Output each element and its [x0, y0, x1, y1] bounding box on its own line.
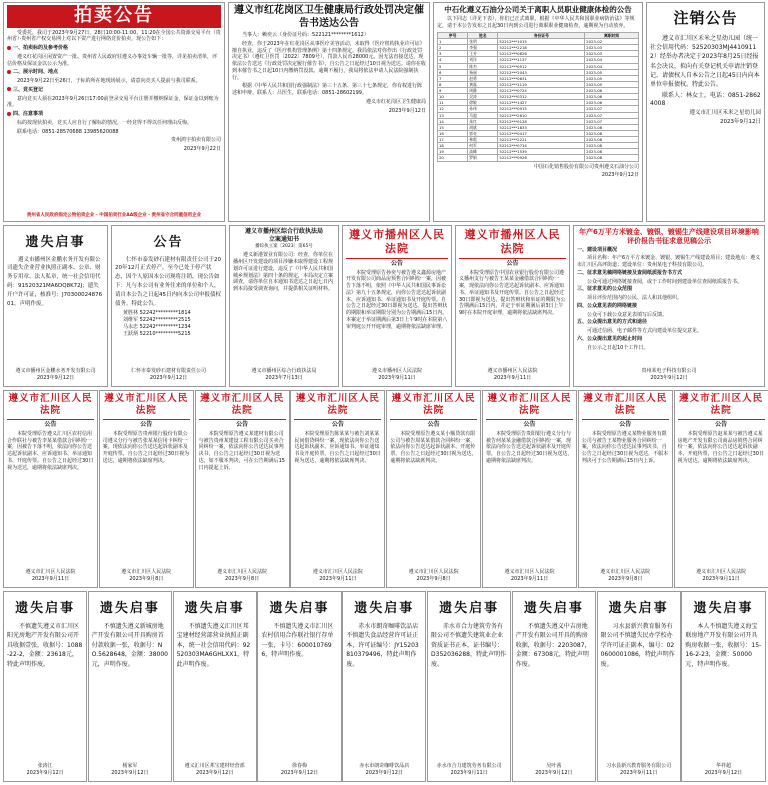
- table-cell: 10: [438, 94, 468, 100]
- table-header: 离职时间: [585, 32, 639, 38]
- table-header: 序号: [438, 32, 468, 38]
- cancel-contact: 联系人：林女士，电话：0851-28624008: [650, 91, 761, 107]
- table-cell: 52212***1137: [498, 57, 585, 63]
- env-section-text: 公众可下载公众意见表填写后反馈。: [587, 311, 668, 318]
- lost-body: 不慎遗失遵义中吉房地产开发有限公司开具的购房收据，收据号：2203087，金额：67308元，特此声明作废。: [515, 622, 591, 668]
- lost-org: 赤水市合力建筑劳务有限公司: [436, 763, 502, 769]
- court-org: 遵义市汇川区人民法院: [121, 569, 172, 575]
- auction-contact: 联系电话：0851-28570688 13985620088: [17, 128, 119, 135]
- auction-date: 2023年9月22日: [183, 146, 221, 152]
- contact-line: 刘维军 52242*********2515: [123, 317, 191, 324]
- court-bz2-org: 遵义市播州区人民法院: [487, 368, 538, 374]
- auction-section-text: 标的按现状拍卖，竞买人应自行了解标的情况，一经竞得不得以任何理由反悔。: [17, 119, 193, 126]
- lost-date: 2023年9月12日: [704, 770, 743, 776]
- auction-section-heading-text: 三、竞买登记: [13, 86, 44, 93]
- court-title: 公告: [523, 420, 536, 428]
- court-org: 遵义市汇川区人民法院: [504, 569, 555, 575]
- auction-section-text: 意向竞买人须在2023年9月26日17:00前登录交易平台注册并缴纳保证金，保证金以到账为准。: [7, 95, 219, 109]
- table-cell: 2023-06: [585, 94, 639, 100]
- table-cell: 6: [438, 69, 468, 75]
- lost1-date: 2023年9月12日: [36, 375, 75, 381]
- lost-org: 张涛江: [37, 763, 53, 769]
- health-title: 遵义市红花岗区卫生健康局行政处罚决定催告书送达公告: [234, 5, 424, 29]
- cancel-org: 遵义市汇川区禾米之星幼儿园: [689, 109, 761, 116]
- cancel-title: 注销公告: [673, 9, 738, 27]
- cancel-date: 2023年9月12日: [720, 119, 761, 126]
- env-section-heading: 五、公众提出意见的方式和途径: [577, 319, 648, 326]
- court-bozhou-2: [455, 225, 570, 387]
- bozhou-date: 2023年7月13日: [265, 375, 303, 381]
- court-bz1-date: 2023年9月11日: [378, 375, 416, 381]
- auction-section-heading: [7, 111, 221, 118]
- bozhou-body: 遵义新港置业有限公司：经查，你单位在播州区开发建设的项目涉嫌未取得建设工程规划许可证进行建设，违反了《中华人民共和国城乡规划法》第四十条的规定，本局决定立案调查，请你单位自本通知书送达之日起七日内到本局接受调查询问，并提供相关证明材料。: [233, 252, 334, 292]
- lost-body: 不慎遗失遵义市汇川区阳光房地产开发有限公司开具收据壹张，收据号：1088-22-2，金额：23618元，特此声明作废。: [7, 622, 83, 668]
- lost1-title: 遗失启事: [25, 235, 86, 250]
- lost-title: 遗失启事: [269, 601, 330, 616]
- env-org: 贵州某电子科技有限公司: [641, 368, 697, 374]
- table-cell: 2023-04: [585, 57, 639, 63]
- table-cell: 52212***0512: [498, 63, 585, 69]
- table-cell: 14: [438, 118, 468, 124]
- bozhou-org: 遵义市播州区综合行政执法局: [251, 368, 317, 374]
- env-section-heading: 二、征求意见稿网络链接及查阅纸质报告书方式: [577, 269, 683, 276]
- auction-section-heading-text: 二、展示时间、地点: [13, 69, 59, 76]
- court-header: 遵义市汇川区人民法院: [294, 393, 381, 420]
- lost-body: 本人不慎遗失遵义海宝联房地产开发有限公司开具购房收据一张，收据号：15-16-2-23，金额：50000元，特声明作废。: [685, 622, 762, 668]
- table-cell: 2023-03: [585, 51, 639, 57]
- lost-date: 2023年9月11日: [620, 770, 658, 776]
- table-cell: 2023-08: [585, 149, 639, 155]
- table-cell: 2023-08: [585, 137, 639, 143]
- lost-notice: [427, 591, 511, 782]
- env-section-text: 自公示之日起10个工作日。: [587, 344, 649, 351]
- table-cell: 52212***0724: [498, 88, 585, 94]
- table-cell: 2023-05: [585, 81, 639, 87]
- table-cell: 52212***1833: [498, 124, 585, 130]
- health-notice-text: 根据《中华人民共和国行政强制法》第三十五条、第三十七条规定，你有权进行陈述和申辩。联系人：吕医生，联系电话：0851-28602199。: [232, 83, 423, 96]
- court-bz1-org: 遵义市播州区人民法院: [371, 368, 422, 374]
- table-cell: 52212***2221: [498, 137, 585, 143]
- table-cell: 高峰: [468, 149, 498, 155]
- table-cell: 52212***2043: [498, 69, 585, 75]
- lost-notice: [88, 591, 172, 782]
- contact-line: 黄胜林 52242*********1814: [123, 310, 191, 317]
- table-cell: 52212***2218: [498, 45, 585, 51]
- court-body: 本院受理原告贵州银行股份有限公司遵义分行与被告张某某信用卡纠纷一案，现依法向你公告送达起诉状副本及开庭传票，自公告之日起经过30日视为送达，逾期将依法缺席判决。: [102, 430, 190, 464]
- env-section-heading: 三、征求意见的公众范围: [577, 286, 633, 293]
- court-date: 2023年9月11日: [510, 576, 549, 582]
- table-cell: 2023-08: [585, 143, 639, 149]
- court-notice-huichuan: [195, 390, 290, 588]
- bullet-icon: [7, 112, 11, 116]
- table-cell: 2023-07: [585, 112, 639, 118]
- table-cell: 2023-08: [585, 130, 639, 136]
- table-cell: 17: [438, 137, 468, 143]
- table-cell: 52212***1119: [498, 81, 585, 87]
- court-org: 遵义市汇川区人民法院: [600, 569, 651, 575]
- court-body: 本院受理原告遵义某物业服务有限公司与被告王某物业服务合同纠纷一案，依法向你公告送达民事判决书，自公告之日起经过30日视为送达，不服本判决可于公告期满后15日内上诉。: [581, 430, 669, 464]
- table-cell: 52212***0826: [498, 51, 585, 57]
- court-bz1-body: 本院受理原告孙奕与被告遵义鑫源房地产开发有限公司商品房预售合同纠纷一案，因被告下落不明，依照《中华人民共和国民事诉讼法》第九十五条规定，向你公告送达起诉状副本、应诉通知书、举证通知书及开庭传票。自公告之日起经过30日即视为送达。提出答辩状的期限和举证期限分别为公告期满后15日内。本案定于举证期满后第3日上午9时在本院第八审判庭公开开庭审理，逾期将依法缺席审理。: [346, 269, 448, 330]
- lost-org: 赤水市朗奇咖啡饮品店: [359, 763, 410, 769]
- auction-sections: [7, 45, 221, 127]
- court-org: 遵义市汇川区人民法院: [312, 569, 363, 575]
- env-section-text: 项目评价范围内的公民、法人和其他组织。: [587, 295, 683, 301]
- gonggao-contacts: [115, 310, 222, 337]
- table-cell: 2: [438, 45, 468, 51]
- lost-title: 遗失启事: [608, 601, 669, 616]
- bozhou-title: 立案通知书: [268, 236, 299, 244]
- table-cell: 13: [438, 112, 468, 118]
- lost-body: 不慎遗失遵义汇川区邦宝建材经营部营业执照正副本，统一社会信用代码：92520303MA6GHLXX1，特此声明作废。: [176, 622, 251, 668]
- court-bozhou-1: [342, 225, 452, 387]
- table-cell: 52212***0312: [498, 94, 585, 100]
- court-org: 遵义市汇川区人民法院: [217, 569, 268, 575]
- table-cell: 2023-07: [585, 118, 639, 124]
- court-bz1-header: 遵义市播州区人民法院: [346, 228, 448, 259]
- auction-section-heading: [7, 69, 221, 76]
- auction-section-text: 遵义红花岗区闲置资产一批、贵州省人民政府驻遵义办事处车辆一批等，详见拍卖清单，评估价格及保证金以公示为准。: [7, 53, 218, 67]
- court-notice-huichuan: [674, 390, 768, 588]
- table-cell: 孙伟: [468, 106, 498, 112]
- table-cell: 2023-04: [585, 63, 639, 69]
- court-org: 遵义市汇川区人民法院: [408, 569, 459, 575]
- court-header: 遵义市汇川区人民法院: [582, 393, 669, 420]
- table-cell: 4: [438, 57, 468, 63]
- court-bz2-date: 2023年9月11日: [493, 375, 532, 381]
- health-date: 2023年9月12日: [388, 107, 426, 114]
- lost-notice: [173, 591, 257, 782]
- table-header: 姓名: [468, 32, 498, 38]
- auction-intro: 受委托，我司于2023年9月27日、28日10:00-11:00、11:20在全国公共资源交易平台（贵州省）·贵州省产权交易网上对以下资产进行网络竞价拍卖，现公告如下：: [7, 29, 221, 43]
- table-cell: 罗娟: [468, 155, 498, 161]
- court-header: 遵义市汇川区人民法院: [486, 393, 573, 420]
- table-cell: 1: [438, 39, 468, 45]
- table-cell: 9: [438, 88, 468, 94]
- auction-section-heading: [7, 45, 221, 52]
- table-row: [438, 155, 639, 161]
- court-bz2-header: 遵义市播州区人民法院: [459, 228, 566, 259]
- court-header: 遵义市汇川区人民法院: [103, 393, 190, 420]
- health-body: 经查，你于2023年在红花岗区从事医疗美容活动，未取得《医疗机构执业许可证》擅自执业，违反了《医疗机构管理条例》第十四条规定。我局依法对你作出《行政处罚决定书》（遵红卫医罚〔2022〕7809号），罚款人民币28000元。因无法直接送达，现依法公告送达《行政处罚决定履行催告书》，自公告之日起经过10日视为送达。请你在收到本催告书之日起10日内缴纳罚没款。逾期不履行，我局将依法申请人民法院强制执行。: [232, 40, 426, 81]
- env-section-text: 可通过信函、电子邮件等方式向建设单位提交意见。: [587, 328, 703, 334]
- lost-org: 杨家军: [122, 763, 138, 769]
- health-org: 遵义市红花岗区卫生健康局: [365, 98, 426, 105]
- table-cell: 吴涛: [468, 94, 498, 100]
- table-cell: 林霞: [468, 137, 498, 143]
- env-section-heading: 四、公众意见表的网络链接: [577, 302, 638, 309]
- court-body: 本院受理原告遵义某小额贷款有限公司与被告周某某借款合同纠纷一案，依法向你公告送达起诉状副本、开庭传票，自公告之日起经过30日视为送达，逾期将依法缺席判决。: [390, 430, 477, 464]
- table-cell: 20: [438, 155, 468, 161]
- court-date: 2023年9月11日: [31, 576, 70, 582]
- sinopec-org: 中国石化销售股份有限公司贵州遵义石油分公司: [533, 163, 639, 170]
- sinopec-intro: 以下同志（详见下表），你们已正式离职，根据《中华人民共和国职业病防治法》等规定，请于本公告发布之日起30日内到公司进行离职职业健康检查，逾期视为自动放弃。: [437, 16, 635, 30]
- lost-title: 遗失启事: [439, 601, 500, 616]
- court-bz1-title: 公告: [390, 259, 403, 267]
- gonggao-body: 仁怀市泰发砂石建材有限责任公司于2020年12月正式停产，至今已处于停产状态，因个人原因本公司现将注销，现公告如下：凡与本公司有业务往来的单位和个人，请自本公告之日起45日内向本公司申报债权债务。特此公告。: [115, 256, 221, 307]
- table-cell: 胡斌: [468, 124, 498, 130]
- court-body: 本院受理原告遵义某建材有限公司与被告贵州某建设工程有限公司买卖合同纠纷一案，依法向你公告送达民事判决书，自公告之日起经过30日视为送达，如不服本判决，可在公告期满后15日内提起上诉。: [198, 430, 285, 471]
- court-bz2-title: 公告: [506, 259, 519, 267]
- table-cell: 52212***0915: [498, 106, 585, 112]
- lost-date: 2023年9月12日: [365, 770, 403, 776]
- table-cell: 赵勇: [468, 75, 498, 81]
- table-cell: 52212***1539: [498, 149, 585, 155]
- table-cell: 2023-05: [585, 75, 639, 81]
- lost-title: 遗失启事: [99, 601, 160, 616]
- table-cell: 2023-06: [585, 100, 639, 106]
- table-cell: 2023-08: [585, 155, 639, 161]
- court-header: 遵义市汇川区人民法院: [678, 393, 765, 420]
- lost-notice: [681, 591, 765, 782]
- court-notice-huichuan: [386, 390, 481, 588]
- table-cell: 16: [438, 130, 468, 136]
- court-body: 本院受理原告赵某某与被告遵义某房地产开发有限公司商品房销售合同纠纷一案，依法向你公告送达起诉状副本、开庭传票，自公告之日起经过30日视为送达，逾期将依法缺席判决。: [677, 430, 764, 464]
- table-cell: 52212***0714: [498, 143, 585, 149]
- bullet-icon: [7, 46, 11, 50]
- lost-title: 遗失启事: [693, 601, 754, 616]
- lost-date: 2023年9月12日: [535, 770, 573, 776]
- lost-date: 2023年9月12日: [111, 770, 149, 776]
- table-cell: 2023-06: [585, 88, 639, 94]
- table-cell: 52212***0128: [498, 118, 585, 124]
- court-notice-huichuan: [3, 390, 98, 588]
- lost1-org: 遵义市播州区金鹏水务开发有限公司: [15, 368, 96, 374]
- env-assessment: [573, 225, 765, 387]
- auction-footer: 贵州省人民政府指定公物拍卖企业 · 中国拍卖行业AA级企业 · 贵州省守合同重信用企业: [26, 212, 202, 218]
- table-cell: 陈杰: [468, 63, 498, 69]
- gonggao-renhuai: [111, 225, 226, 387]
- table-header: 身份证号: [498, 32, 585, 38]
- table-cell: 2023-03: [585, 45, 639, 51]
- table-cell: 2023-05: [585, 69, 639, 75]
- table-cell: 2023-02: [585, 39, 639, 45]
- court-org: 遵义市汇川区人民法院: [25, 569, 76, 575]
- court-date: 2023年9月11日: [702, 576, 740, 582]
- court-org: 遵义市汇川区人民法院: [696, 569, 747, 575]
- bozhou-header: 遵义市播州区综合行政执法局: [244, 228, 323, 235]
- table-cell: 周静: [468, 88, 498, 94]
- lost-org: 遵义汇川区邦宝建材经营部: [184, 763, 245, 769]
- contact-line: 王跃炳 52210*********5215: [123, 330, 191, 337]
- lost-body: 习水县新兴教育服务有限公司不慎遗失民办学校办学许可证正副本，编号：020600001086，特此声明作废。: [600, 622, 675, 668]
- env-date: 2023年9月12日: [650, 375, 688, 381]
- court-title: 公告: [619, 420, 632, 428]
- gonggao-date: 2023年9月12日: [149, 375, 188, 381]
- cancel-body: 遵义市汇川区禾米之星幼儿园（统一社会信用代码：52520303MJ44109112）经举办者决定于2023年8月25日经报名会决议，拟向有关登记机关申请注销登记。请债权人自本公告之日起45日内向本单位申报债权。特此公告。: [650, 34, 760, 89]
- table-cell: 杨丽: [468, 69, 498, 75]
- court-header: 遵义市汇川区人民法院: [7, 393, 94, 420]
- court-title: 公告: [140, 420, 153, 428]
- court-title: 公告: [44, 420, 57, 428]
- table-cell: 刘洋: [468, 57, 498, 63]
- lost-body: 赤水市合力建筑劳务有限公司不慎遗失建筑业企业资质证书正本，证书编号：D352036288，特此声明作废。: [431, 622, 506, 668]
- table-cell: 徐敏: [468, 100, 498, 106]
- table-cell: 18: [438, 143, 468, 149]
- table-cell: 52212***2610: [498, 112, 585, 118]
- table-cell: 3: [438, 51, 468, 57]
- court-title: 公告: [331, 420, 344, 428]
- cancel-notice: [646, 2, 765, 222]
- table-cell: 郭亮: [468, 130, 498, 136]
- lost-notice: [257, 591, 341, 782]
- auction-section-text: 2023年9月22日至26日，于标的所在地现场展示，请意向竞买人提前与我司联系。: [17, 78, 201, 84]
- sinopec-table: [437, 32, 639, 162]
- lost-body: 不慎遗失遵义新城房地产开发有限公司开具购房首付款收据一张，收据号：NO.5628648，金额：38000元，声明作废。: [91, 622, 168, 668]
- table-cell: 2023-08: [585, 124, 639, 130]
- env-section-text: 公众可通过网络链接查阅，或于工作时间到建设单位查阅纸质报告书。: [587, 278, 743, 285]
- lost-title: 遗失启事: [523, 601, 584, 616]
- lost-org: 习水县新兴教育服务有限公司: [606, 763, 672, 769]
- lost-body: 赤水市朗奇咖啡饮品店不慎遗失食品经营许可证正本，许可证编号：JY15203810379496，特此声明作废。: [346, 622, 419, 668]
- table-cell: 52212***0631: [498, 75, 585, 81]
- table-cell: 5: [438, 63, 468, 69]
- lost-org: 华祥超: [715, 763, 731, 769]
- sinopec-title: 中石化遵义石油分公司关于离职人员职业健康体检的公告: [444, 5, 632, 14]
- env-section-heading: 一、建设项目概况: [577, 246, 618, 253]
- auction-company: 贵州鸿宇拍卖有限公司: [170, 137, 221, 144]
- lost-org: 吴叶茜: [546, 763, 562, 769]
- env-sections: [577, 247, 761, 352]
- table-cell: 52212***0926: [498, 155, 585, 161]
- table-cell: 52212***0417: [498, 130, 585, 136]
- lost-date: 2023年9月11日: [450, 770, 488, 776]
- table-cell: 11: [438, 100, 468, 106]
- lost-notice-bozhou: [3, 225, 108, 387]
- court-notice-huichuan: [482, 390, 577, 588]
- table-cell: 52212***1015: [498, 39, 585, 45]
- health-notice: [228, 2, 430, 222]
- gonggao-org: 仁怀市泰发砂石建材有限责任公司: [130, 368, 206, 374]
- auction-notice: [3, 2, 225, 222]
- table-cell: 何军: [468, 143, 498, 149]
- court-date: 2023年9月8日: [129, 576, 164, 582]
- table-cell: 朱红: [468, 118, 498, 124]
- env-section-heading: 六、公众提出意见的起止时间: [577, 335, 643, 342]
- table-cell: 王芳: [468, 51, 498, 57]
- court-body: 本院受理原告贵阳银行遵义分行与被告何某某金融借款合同纠纷一案，现依法向你公告送达起诉状副本及开庭传票，自公告之日起经过30日视为送达，逾期将依法缺席判决。: [486, 430, 573, 464]
- bozhou-number: 播综执立案〔2023〕第65号: [255, 244, 313, 250]
- bullet-icon: [7, 70, 11, 74]
- lost-notice: [512, 591, 596, 782]
- lost-body: 不慎遗失遵义市汇川区农村信用合作联社银行存单一张，卡号：6000107696，特声明作废。: [261, 622, 334, 659]
- lost-title: 遗失启事: [184, 601, 245, 616]
- lost-org: 徐春梅: [291, 763, 307, 769]
- bozhou-enforcement: [229, 225, 339, 387]
- lost1-body: 遵义市播州区金鹏水务开发有限公司遗失企业营业执照正副本、公章、财务专用章、法人私章，统一社会信用代码：91520321MA6DQ8K72J；遗失开户许可证，核准号：J7030002487601，声明作废。: [7, 256, 103, 307]
- table-cell: 7: [438, 75, 468, 81]
- table-cell: 2023-07: [585, 106, 639, 112]
- auction-title: 拍卖公告: [7, 5, 221, 28]
- table-cell: 8: [438, 81, 468, 87]
- table-cell: 马超: [468, 112, 498, 118]
- auction-section-heading-text: 一、拍卖标的及参考价格: [13, 45, 69, 51]
- lost-notice: [3, 591, 87, 782]
- table-cell: 52212***1427: [498, 100, 585, 106]
- court-date: 2023年9月11日: [319, 576, 357, 582]
- lost-date: 2023年9月12日: [26, 770, 64, 776]
- health-addressee: 当事人：赖奕云（身份证号码：522121********1612）: [242, 32, 369, 38]
- lost-title: 遗失启事: [15, 601, 76, 616]
- court-bz2-body: 本院受理原告中国农业银行股份有限公司遵义播州支行与被告王某某金融借款合同纠纷一案，现依法向你公告送达起诉状副本、应诉通知书、举证通知书及开庭传票。自公告之日起经过30日即视为送达，提出答辩状和举证的期限为公告期满后15日内，并定于举证期满后第3日上午9时在本院开庭审理，逾期将依法缺席判决。: [459, 269, 566, 317]
- court-date: 2023年9月8日: [608, 576, 643, 582]
- lost-title: 遗失启事: [354, 601, 415, 616]
- env-title: 年产6万平方米镀金、镀银、镀锡生产线建设项目环境影响评价报告书征求意见稿公示: [579, 228, 759, 245]
- court-title: 公告: [236, 420, 249, 428]
- court-date: 2023年9月8日: [225, 576, 260, 582]
- auction-section-heading: [7, 87, 221, 94]
- court-header: 遵义市汇川区人民法院: [390, 393, 477, 420]
- court-title: 公告: [427, 420, 440, 428]
- court-title: 公告: [715, 420, 728, 428]
- court-notice-huichuan: [99, 390, 194, 588]
- court-date: 2023年9月8日: [416, 576, 451, 582]
- lost-notice: [597, 591, 681, 782]
- env-section-text: 项目名称：年产6万平方米镀金、镀银、镀锡生产线建设项目；建设地点：遵义市汇川区高坪街道；建设单位：贵州某电子科技有限公司。: [577, 255, 761, 268]
- gonggao-title: 公告: [153, 235, 184, 250]
- court-body: 本院受理原告遵义汇川区农村信用合作联社与被告李某某借款合同纠纷一案，因被告下落不明，依法向你公告送达起诉状副本、应诉通知书、举证通知书、开庭传票。自公告之日起经过30日视为送达，逾期将依法缺席判决。: [7, 430, 94, 471]
- auction-section-heading-text: 四、注意事项: [13, 111, 44, 117]
- court-notice-huichuan: [578, 390, 673, 588]
- court-notice-huichuan: [290, 390, 385, 588]
- table-cell: 张明: [468, 39, 498, 45]
- table-cell: 15: [438, 124, 468, 130]
- lost-date: 2023年9月12日: [280, 770, 319, 776]
- sinopec-date: 2023年9月12日: [601, 172, 639, 179]
- table-cell: 19: [438, 149, 468, 155]
- table-cell: 12: [438, 106, 468, 112]
- lost-date: 2023年9月12日: [196, 770, 234, 776]
- lost-notice: [342, 591, 426, 782]
- court-header: 遵义市汇川区人民法院: [199, 393, 286, 420]
- table-cell: 黄磊: [468, 81, 498, 87]
- contact-line: 马永忠 52242*********1234: [123, 323, 191, 330]
- sinopec-notice: [433, 2, 643, 222]
- court-body: 本院受理原告陈某某与被告刘某某民间借贷纠纷一案，现依法向你公告送达起诉状副本、应诉通知书、举证通知书及开庭传票，自公告之日起经过30日视为送达，逾期将依法缺席判决。: [294, 430, 381, 464]
- table-cell: 李强: [468, 45, 498, 51]
- bullet-icon: [7, 87, 11, 91]
